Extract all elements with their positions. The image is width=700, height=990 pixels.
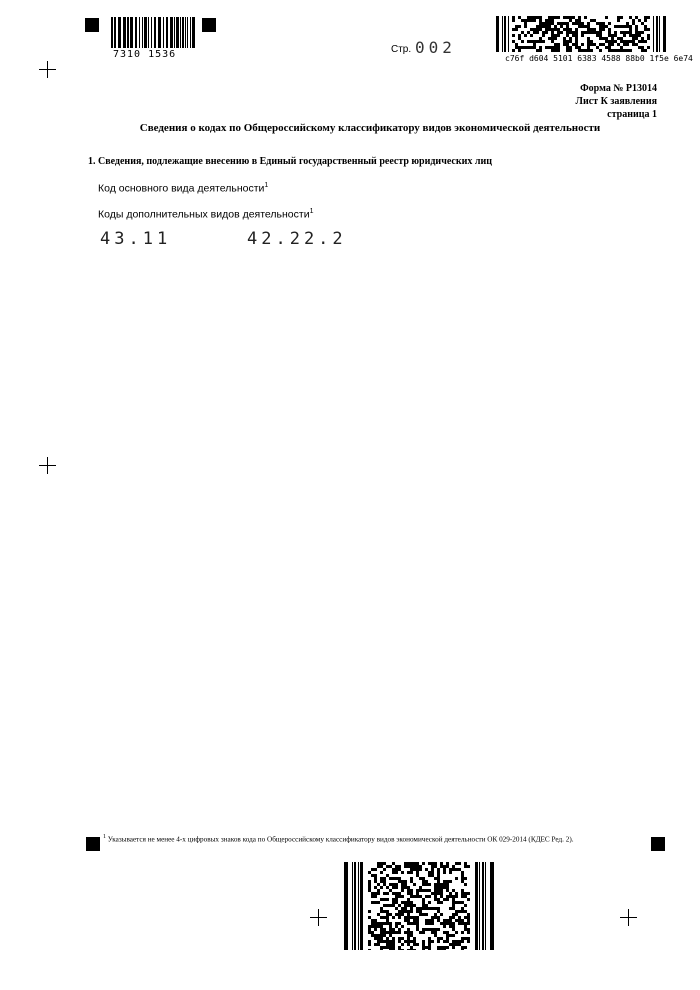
barcode-bar	[144, 17, 147, 48]
barcode-bar	[148, 17, 149, 48]
document-title: Сведения о кодах по Общероссийскому классификатору видов экономической деятельности	[139, 122, 601, 134]
alignment-marker-top-left	[85, 18, 99, 32]
barcode-pattern	[496, 16, 666, 52]
footnote-ref: 1	[264, 182, 269, 189]
form-number: Форма № Р13014	[580, 83, 657, 94]
barcode-bar	[123, 17, 126, 48]
barcode-bar	[111, 17, 113, 48]
barcode-number: 7310 1536	[113, 49, 177, 60]
footnote	[103, 834, 574, 843]
additional-activity-label	[98, 208, 313, 221]
barcode-bar	[190, 17, 191, 48]
barcode-bar	[142, 17, 143, 48]
barcode-bar	[135, 17, 137, 48]
page-label: Стр.	[391, 44, 412, 55]
footnote-marker: 1	[103, 834, 106, 840]
barcode-bar	[118, 17, 121, 48]
matrix-barcode-top	[496, 16, 666, 52]
barcode-bar	[127, 17, 129, 48]
barcode-bar	[139, 17, 140, 48]
registration-cross-bottom-right	[620, 909, 637, 926]
registration-cross-bottom-left	[310, 909, 327, 926]
section-heading: 1. Сведения, подлежащие внесению в Единый государственный реестр юридических лиц	[88, 156, 492, 167]
footnote-text: Указывается не менее 4-х цифровых знаков кода по Общероссийскому классификатору видов экономической деятельности ОК 029-2014 (КДЕС Ред. 2).	[107, 835, 574, 844]
barcode-bar	[130, 17, 133, 48]
activity-code-1: 43.11	[100, 229, 172, 249]
linear-barcode	[111, 17, 196, 48]
barcode-bar	[185, 17, 186, 48]
barcode-bar	[180, 17, 181, 48]
form-sheet: Лист К заявления	[575, 96, 657, 107]
matrix-barcode-bottom	[344, 862, 494, 950]
footnote-ref: 1	[309, 208, 314, 215]
registration-cross-middle-left	[39, 457, 56, 474]
barcode-bar	[182, 17, 184, 48]
alignment-marker-bottom-left	[86, 837, 100, 851]
barcode-bar	[151, 17, 153, 48]
barcode-pattern	[344, 862, 494, 950]
barcode-bar	[176, 17, 179, 48]
barcode-bar	[166, 17, 168, 48]
main-activity-text: Код основного вида деятельности	[98, 182, 265, 195]
barcode-bar	[187, 17, 188, 48]
barcode-bar	[174, 17, 175, 48]
form-page: страница 1	[607, 109, 657, 120]
alignment-marker-top-mid	[202, 18, 216, 32]
main-activity-label	[98, 182, 268, 195]
activity-code-2: 42.22.2	[247, 229, 347, 249]
additional-activity-text: Коды дополнительных видов деятельности	[98, 208, 310, 221]
form-info	[576, 82, 658, 121]
barcode-bar	[170, 17, 173, 48]
barcode-bar	[192, 17, 195, 48]
alignment-marker-bottom-right	[651, 837, 665, 851]
page-number: 002	[415, 38, 456, 57]
barcode-bar	[114, 17, 116, 48]
barcode-bar	[154, 17, 156, 48]
barcode-bar	[163, 17, 164, 48]
registration-cross-top-left	[39, 61, 56, 78]
barcode-bar	[158, 17, 161, 48]
matrix-code-text: c76f d604 5101 6383 4588 88b0 1f5e 6e74	[505, 54, 693, 63]
